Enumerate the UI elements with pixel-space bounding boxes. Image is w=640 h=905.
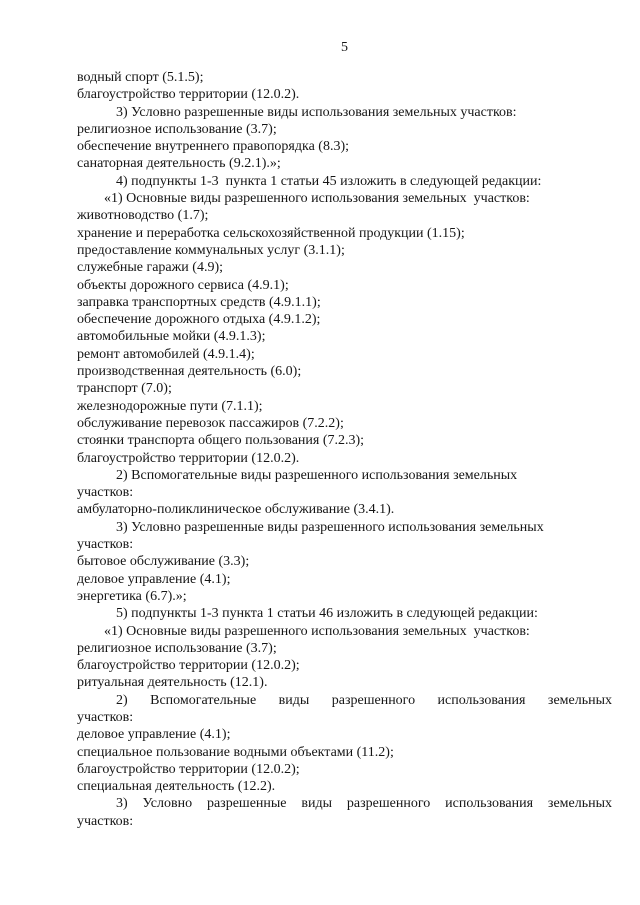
text-line: участков: — [77, 485, 134, 501]
text-line: служебные гаражи (4.9); — [77, 260, 224, 276]
text-line: религиозное использование (3.7); — [77, 121, 277, 137]
text-line: производственная деятельность (6.0); — [77, 364, 302, 380]
text-line: ритуальная деятельность (12.1). — [77, 675, 268, 691]
text-line: деловое управление (4.1); — [77, 571, 231, 587]
text-line: благоустройство территории (12.0.2). — [77, 450, 300, 466]
text-line: заправка транспортных средств (4.9.1.1); — [77, 294, 321, 310]
text-line: участков: — [77, 813, 134, 829]
text-line: объекты дорожного сервиса (4.9.1); — [77, 277, 289, 293]
text-line: обслуживание перевозок пассажиров (7.2.2); — [77, 415, 344, 431]
text-line: железнодорожные пути (7.1.1); — [77, 398, 263, 414]
text-line: благоустройство территории (12.0.2); — [77, 658, 300, 674]
text-line: участков: — [77, 709, 134, 725]
paragraph-heading: «1) Основные виды разрешенного использования земельных участков: — [104, 623, 530, 639]
paragraph-heading: 2) Вспомогательные виды разрешенного использования земельных — [116, 692, 612, 708]
text-line: амбулаторно-поликлиническое обслуживание (3.4.1). — [77, 502, 395, 518]
text-line: специальное пользование водными объектами (11.2); — [77, 744, 394, 760]
text-line: обеспечение дорожного отдыха (4.9.1.2); — [77, 312, 321, 328]
paragraph-heading: 3) Условно разрешенные виды использования земельных участков: — [116, 104, 517, 120]
text-line: специальная деятельность (12.2). — [77, 779, 276, 795]
paragraph-heading: 5) подпункты 1-3 пункта 1 статьи 46 изложить в следующей редакции: — [116, 606, 538, 622]
page-number: 5 — [341, 40, 348, 55]
paragraph-heading: 3) Условно разрешенные виды разрешенного использования земельных — [116, 796, 612, 812]
text-line: ремонт автомобилей (4.9.1.4); — [77, 346, 255, 362]
text-line: животноводство (1.7); — [77, 208, 209, 224]
text-line: стоянки транспорта общего пользования (7.2.3); — [77, 433, 365, 449]
text-line: автомобильные мойки (4.9.1.3); — [77, 329, 266, 345]
text-line: религиозное использование (3.7); — [77, 640, 277, 656]
text-line: санаторная деятельность (9.2.1).»; — [77, 156, 281, 172]
text-line: хранение и переработка сельскохозяйственной продукции (1.15); — [77, 225, 465, 241]
text-line: бытовое обслуживание (3.3); — [77, 554, 250, 570]
text-line: обеспечение внутреннего правопорядка (8.3); — [77, 139, 350, 155]
paragraph-heading: «1) Основные виды разрешенного использования земельных участков: — [104, 191, 530, 207]
text-line: транспорт (7.0); — [77, 381, 172, 397]
paragraph-heading: 4) подпункты 1-3 пункта 1 статьи 45 изложить в следующей редакции: — [116, 173, 542, 189]
text-line: предоставление коммунальных услуг (3.1.1); — [77, 242, 345, 258]
text-line: энергетика (6.7).»; — [77, 588, 187, 604]
paragraph-heading: 3) Условно разрешенные виды разрешенного использования земельных — [116, 519, 544, 535]
paragraph-heading: 2) Вспомогательные виды разрешенного использования земельных — [116, 467, 518, 483]
text-line: участков: — [77, 537, 134, 553]
text-line: благоустройство территории (12.0.2); — [77, 761, 300, 777]
text-line: водный спорт (5.1.5); — [77, 70, 204, 85]
text-line: деловое управление (4.1); — [77, 727, 231, 743]
text-line: благоустройство территории (12.0.2). — [77, 87, 300, 103]
document-body — [77, 69, 612, 830]
